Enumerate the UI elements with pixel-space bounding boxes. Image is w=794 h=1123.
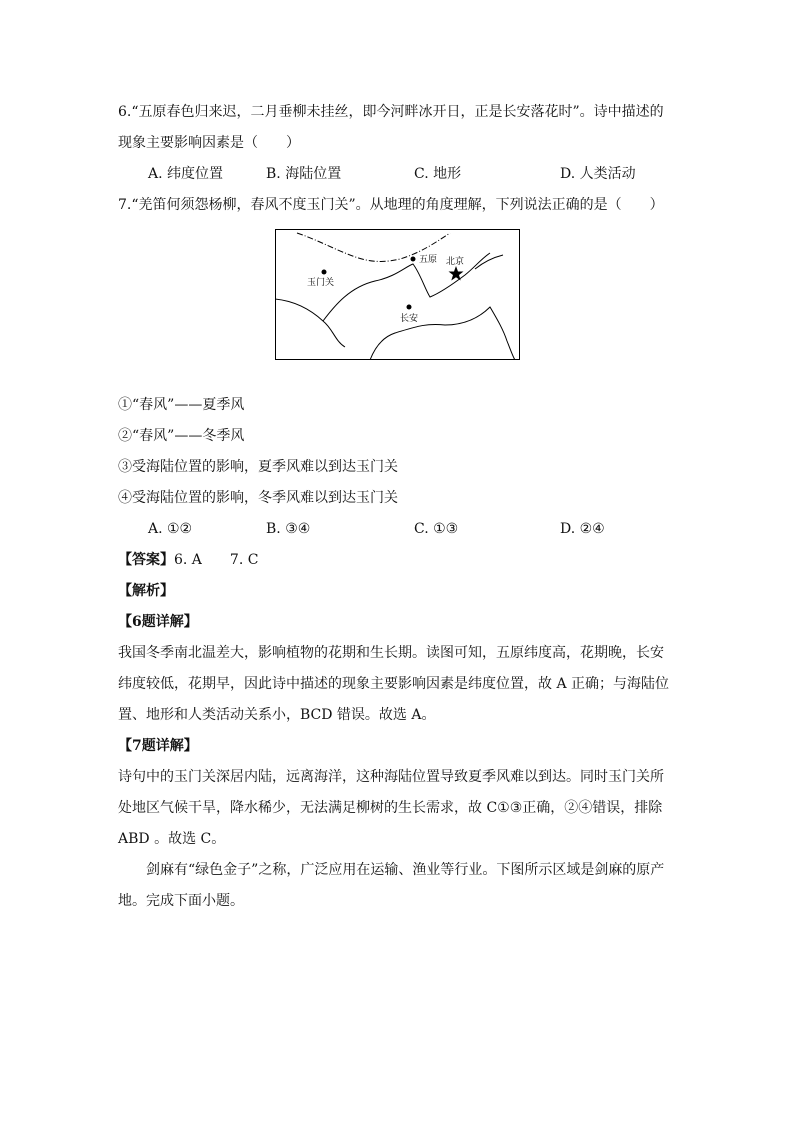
beijing-label: 北京 bbox=[446, 257, 465, 267]
detail6-line1: 我国冬季南北温差大，影响植物的花期和生长期。读图可知，五原纬度高，花期晚，长安 bbox=[118, 645, 664, 661]
wuyuan-dot bbox=[411, 257, 416, 262]
q7-statement-2: ②“春风”——冬季风 bbox=[118, 428, 245, 444]
q7-option-b: B. ③④ bbox=[266, 521, 311, 537]
q7-statement-3: ③受海陆位置的影响，夏季风难以到达玉门关 bbox=[118, 459, 398, 475]
q7-option-d: D. ②④ bbox=[560, 521, 605, 537]
detail6-label: 【6题详解】 bbox=[118, 614, 198, 630]
map-figure bbox=[275, 229, 520, 360]
changan-label: 长安 bbox=[400, 314, 419, 324]
yumenguan-label: 玉门关 bbox=[307, 278, 335, 288]
intro-line2: 地。完成下面小题。 bbox=[118, 893, 244, 909]
q7-stem: 7.“羌笛何须怨杨柳，春风不度玉门关”。从地理的角度理解，下列说法正确的是（ ） bbox=[118, 197, 664, 213]
detail7-line3: ABD 。故选 C。 bbox=[118, 831, 226, 847]
q7-option-a: A. ①② bbox=[148, 521, 193, 537]
yumenguan-dot bbox=[322, 270, 327, 275]
wuyuan-label: 五原 bbox=[419, 255, 438, 265]
answer-label: 【答案】 bbox=[118, 552, 174, 568]
q7-statement-4: ④受海陆位置的影响，冬季风难以到达玉门关 bbox=[118, 490, 398, 506]
detail6-line2: 纬度较低，花期早，因此诗中描述的现象主要影响因素是纬度位置，故 A 正确；与海陆位 bbox=[118, 676, 670, 692]
q6-option-a: A. 纬度位置 bbox=[148, 166, 224, 182]
detail7-line2: 处地区气候干旱，降水稀少，无法满足柳树的生长需求，故 C①③正确，②④错误，排除 bbox=[118, 800, 663, 816]
answer-text: 6. A 7. C bbox=[174, 552, 259, 568]
detail6-line3: 置、地形和人类活动关系小，BCD 错误。故选 A。 bbox=[118, 707, 436, 723]
detail7-label: 【7题详解】 bbox=[118, 738, 198, 754]
intro-line1: 剑麻有“绿色金子”之称，广泛应用在运输、渔业等行业。下图所示区域是剑麻的原产 bbox=[146, 862, 665, 878]
analysis-label: 【解析】 bbox=[118, 583, 174, 599]
q6-option-b: B. 海陆位置 bbox=[266, 166, 342, 182]
q6-stem-line2: 现象主要影响因素是（ ） bbox=[118, 135, 300, 151]
q6-option-d: D. 人类活动 bbox=[560, 166, 636, 182]
answer-line bbox=[118, 551, 258, 569]
q6-option-c: C. 地形 bbox=[414, 166, 462, 182]
q6-stem-line1: 6.“五原春色归来迟，二月垂柳未挂丝，即今河畔冰开日，正是长安落花时”。诗中描述的 bbox=[118, 104, 664, 120]
changan-dot bbox=[407, 305, 412, 310]
map-frame bbox=[276, 230, 520, 360]
q7-statement-1: ①“春风”——夏季风 bbox=[118, 397, 245, 413]
q7-option-c: C. ①③ bbox=[414, 521, 459, 537]
detail7-line1: 诗句中的玉门关深居内陆，远离海洋，这种海陆位置导致夏季风难以到达。同时玉门关所 bbox=[118, 769, 664, 785]
